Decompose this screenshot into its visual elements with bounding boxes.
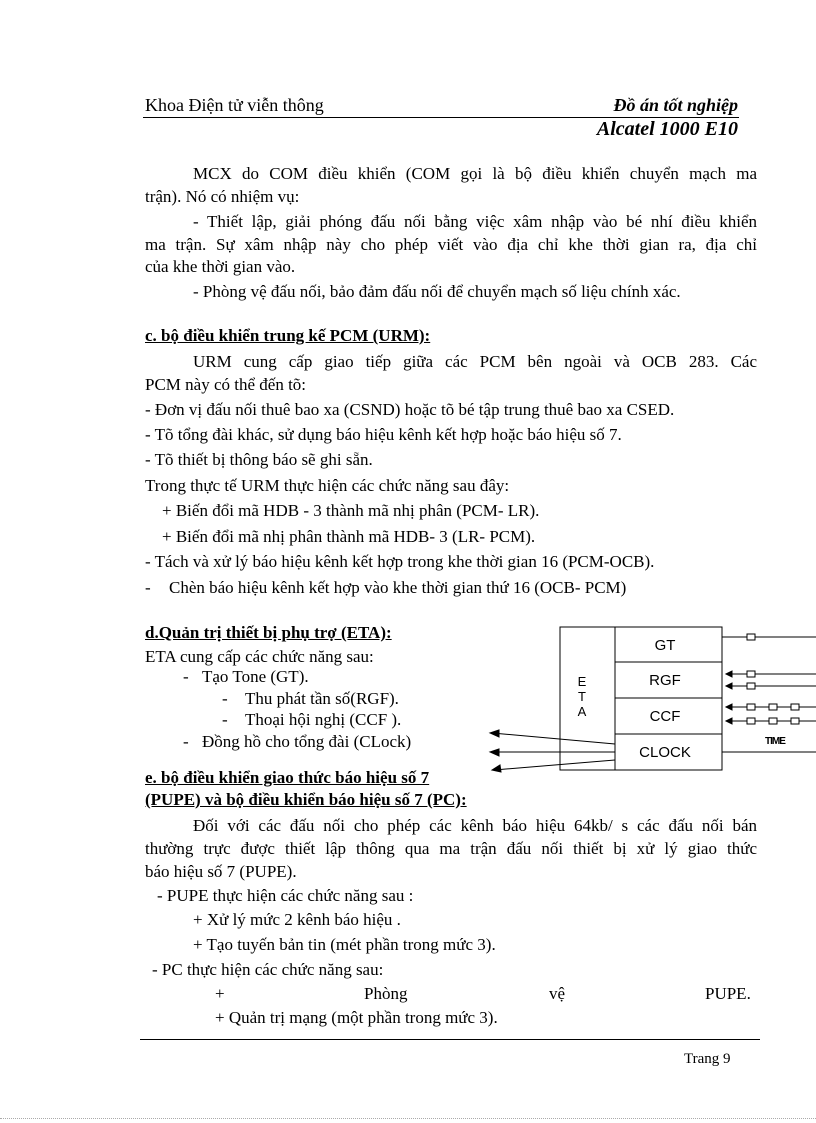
section-d-line3: Thu phát tần số(RGF). — [245, 689, 399, 708]
section-c-line3: - Đơn vị đấu nối thuê bao xa (CSND) hoặc tõ bé tập trung thuê bao xa CSED. — [145, 400, 675, 419]
block-ccf: CCF — [649, 708, 681, 725]
page-number: Trang 9 — [684, 1051, 731, 1067]
page-edge-dotted — [0, 1118, 816, 1119]
header-project: Đồ án tốt nghiệp — [613, 95, 738, 115]
eta-diagram — [480, 622, 816, 782]
section-c-line4: - Tõ tổng đài khác, sử dụng báo hiệu kênh kết hợp hoặc báo hiệu số 7. — [145, 425, 622, 444]
ccf-input-lines — [726, 704, 816, 724]
paragraph-task1-line2: ma trận. Sự xâm nhập này cho phép viết vào địa chỉ khe thời gian ra, địa chỉ — [145, 235, 757, 254]
section-e-line8-plus: + — [215, 984, 225, 1003]
eta-letter-a: A — [577, 704, 587, 719]
section-c-line1: URM cung cấp giao tiếp giữa các PCM bên ngoài và OCB 283. Các — [193, 352, 757, 371]
section-d-line5: Đồng hồ cho tổng đài (CLock) — [202, 732, 412, 751]
section-c-line2: PCM này có thể đến tõ: — [145, 375, 307, 394]
header-department: Khoa Điện tử viễn thông — [145, 95, 324, 115]
heading-section-e-line1: e. bộ điều khiển giao thức báo hiệu số 7 — [145, 768, 430, 787]
section-e-line8-word3: PUPE. — [705, 984, 751, 1003]
header-subject: Alcatel 1000 E10 — [596, 118, 738, 140]
section-c-line10-dash: - — [145, 578, 151, 597]
section-c-line10: Chèn báo hiệu kênh kết hợp vào khe thời gian thứ 16 (OCB- PCM) — [169, 578, 627, 597]
footer-divider — [140, 1039, 760, 1040]
section-e-line8-word1: Phòng — [364, 984, 408, 1003]
section-c-line7: + Biến đổi mã HDB - 3 thành mã nhị phân (PCM- LR). — [162, 501, 540, 520]
section-c-line6: Trong thực tế URM thực hiện các chức năng sau đây: — [145, 476, 510, 495]
block-gt: GT — [654, 637, 676, 654]
section-e-line2: thường trực được thiết lập thông qua ma trận đấu nối thiết bị xử lý giao thức — [145, 839, 757, 858]
heading-section-c: c. bộ điều khiển trung kế PCM (URM): — [145, 326, 431, 345]
section-d-line2: Tạo Tone (GT). — [202, 667, 309, 686]
clock-output-arrows — [490, 730, 615, 772]
paragraph-task2: - Phòng vệ đấu nối, bảo đảm đấu nối để chuyển mạch số liệu chính xác. — [193, 282, 681, 301]
section-e-line1: Đối với các đấu nối cho phép các kênh báo hiệu 64kb/ s các đấu nối bán — [193, 816, 757, 835]
block-clock: CLOCK — [639, 744, 691, 761]
paragraph-mcx-line2: trận). Nó có nhiệm vụ: — [145, 187, 300, 206]
section-d-line1: ETA cung cấp các chức năng sau: — [145, 647, 374, 666]
gt-output-line — [722, 634, 816, 640]
paragraph-task1-line3: của khe thời gian vào. — [145, 257, 296, 276]
section-c-line8: + Biến đổi mã nhị phân thành mã HDB- 3 (LR- PCM). — [162, 527, 536, 546]
eta-letter-e: E — [577, 674, 587, 689]
section-e-line9: + Quản trị mạng (một phần trong mức 3). — [215, 1008, 498, 1027]
paragraph-mcx-line1: MCX do COM điều khiển (COM gọi là bộ điều khiển chuyển mạch ma — [193, 164, 757, 183]
section-c-line5: - Tõ thiết bị thông báo sẽ ghi sẵn. — [145, 450, 373, 469]
rgf-input-lines — [726, 671, 816, 689]
section-e-line4: - PUPE thực hiện các chức năng sau : — [157, 886, 414, 905]
heading-section-d: d.Quản trị thiết bị phụ trợ (ETA): — [145, 623, 392, 642]
section-e-line8-word2: vệ — [549, 984, 566, 1003]
section-c-line9: - Tách và xử lý báo hiệu kênh kết hợp trong khe thời gian 16 (PCM-OCB). — [145, 552, 655, 571]
section-e-line5: + Xử lý mức 2 kênh báo hiệu . — [193, 910, 401, 929]
section-d-line5-dash: - — [183, 732, 189, 751]
section-e-line7: - PC thực hiện các chức năng sau: — [152, 960, 384, 979]
paragraph-task1-line1: - Thiết lập, giải phóng đấu nối bằng việc xâm nhập vào bé nhí điều khiển — [193, 212, 757, 231]
section-e-line6: + Tạo tuyến bản tin (mét phần trong mức 3). — [193, 935, 496, 954]
eta-letter-t: T — [578, 689, 586, 704]
block-rgf: RGF — [649, 672, 681, 689]
section-d-line4-dash: - — [222, 710, 228, 729]
heading-section-e-line2: (PUPE) và bộ điều khiển báo hiệu số 7 (PC): — [145, 790, 467, 809]
section-d-line4: Thoại hội nghị (CCF ). — [245, 710, 402, 729]
section-d-line2-dash: - — [183, 667, 189, 686]
time-label: TIME — [765, 736, 785, 747]
section-e-line3: báo hiệu số 7 (PUPE). — [145, 862, 297, 881]
section-d-line3-dash: - — [222, 689, 228, 708]
